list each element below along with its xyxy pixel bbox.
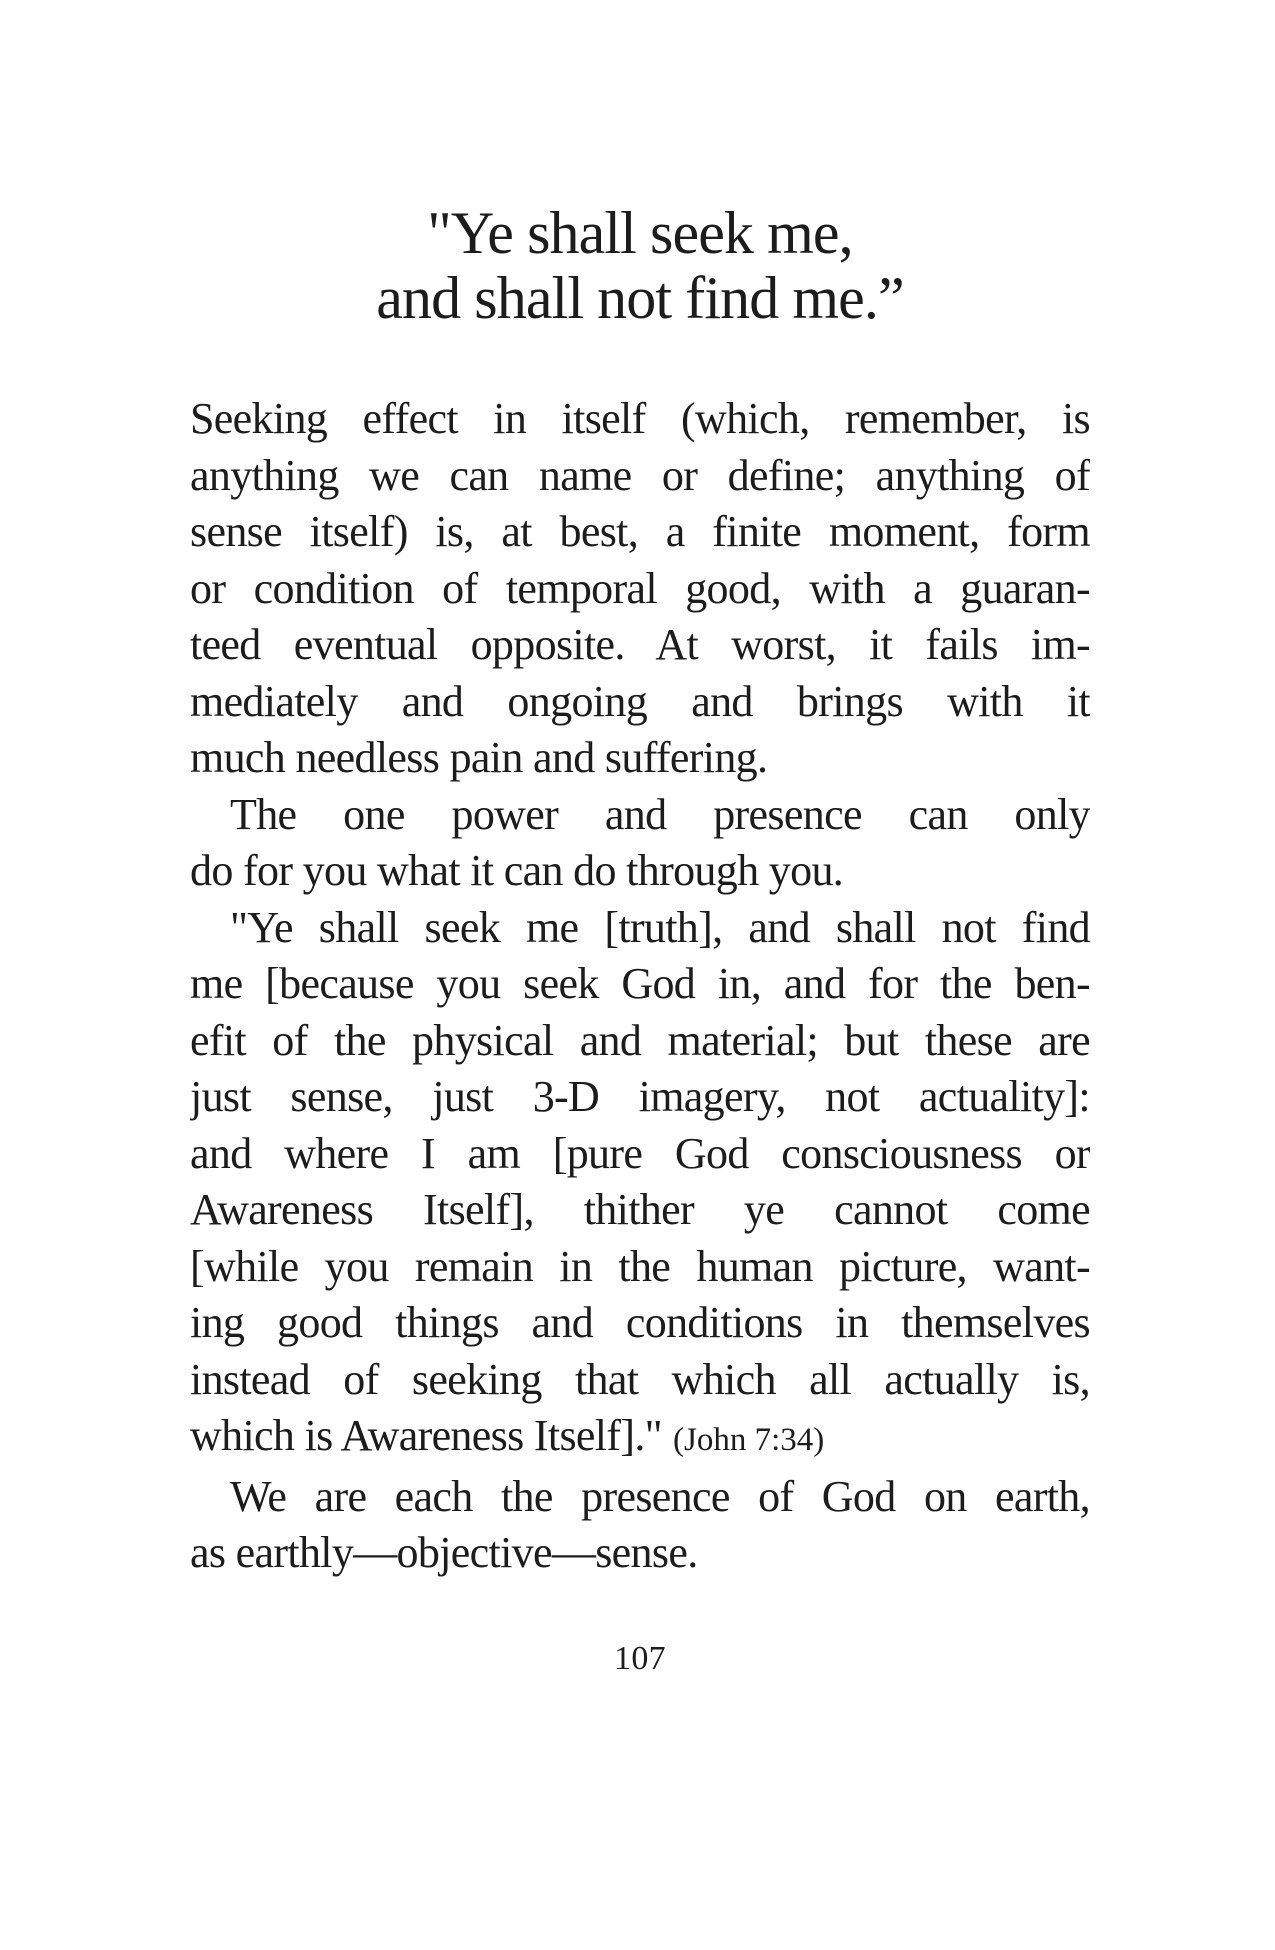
body-line: [190, 1295, 1090, 1352]
body-line-text: sense itself) is, at best, a finite moment, form: [190, 507, 1090, 556]
body-line-text: much needless pain and suffering.: [190, 733, 768, 782]
body-line-text: anything we can name or define; anything of: [190, 450, 1090, 500]
body-line-text: The one power and presence can only: [230, 789, 1090, 839]
body-line-text: which is Awareness Itself].": [190, 1411, 662, 1460]
body-line-text: efit of the physical and material; but these are: [190, 1015, 1090, 1065]
body-line: [190, 1525, 1090, 1582]
body-line: [190, 900, 1090, 957]
body-line-text: me [because you seek God in, and for the ben-: [190, 959, 1090, 1008]
body-line-text: as earthly—objective—sense.: [190, 1528, 698, 1577]
body-line-text: mediately and ongoing and brings with it: [190, 676, 1090, 726]
body-line-text: or condition of temporal good, with a guaran-: [190, 563, 1090, 613]
body-line: [190, 1408, 1090, 1469]
body-line: [190, 504, 1090, 561]
body-line: [190, 674, 1090, 731]
body-line-text: teed eventual opposite. At worst, it fails im-: [190, 620, 1090, 669]
body-line-text: just sense, just 3-D imagery, not actuality]:: [190, 1072, 1090, 1121]
body-line-text: We are each the presence of God on earth,: [230, 1471, 1090, 1521]
body-line: [190, 1352, 1090, 1409]
page-number: 107: [613, 1640, 667, 1677]
body-line-text: ing good things and conditions in themselves: [190, 1298, 1090, 1347]
body-line: [190, 787, 1090, 844]
body-line-text: instead of seeking that which all actually is,: [190, 1354, 1090, 1404]
body-line: [190, 1182, 1090, 1239]
body-line-text: [while you remain in the human picture, want-: [190, 1241, 1090, 1291]
body-line-text: Seeking effect in itself (which, remember, is: [190, 394, 1090, 443]
body-line-text: do for you what it can do through you.: [190, 846, 844, 895]
body-line: [190, 1069, 1090, 1126]
body-line-text: "Ye shall seek me [truth], and shall not find: [230, 902, 1090, 952]
body-line: [190, 730, 1090, 787]
chapter-title: [190, 201, 1090, 331]
body-line-text: Awareness Itself], thither ye cannot come: [190, 1185, 1090, 1234]
chapter-title-line-2: and shall not find me.”: [376, 265, 904, 331]
body-line-text: and where I am [pure God consciousness or: [190, 1128, 1090, 1178]
body-text: [190, 391, 1090, 1582]
body-line: [190, 1126, 1090, 1183]
body-line: [190, 561, 1090, 618]
body-line: [190, 956, 1090, 1013]
body-line: [190, 843, 1090, 900]
scripture-reference: (John 7:34): [673, 1422, 825, 1458]
body-line: [190, 617, 1090, 674]
body-line: [190, 448, 1090, 505]
chapter-title-line-1: "Ye shall seek me,: [427, 200, 853, 266]
body-line: [190, 1469, 1090, 1526]
body-line: [190, 391, 1090, 448]
body-line: [190, 1239, 1090, 1296]
body-line: [190, 1013, 1090, 1070]
